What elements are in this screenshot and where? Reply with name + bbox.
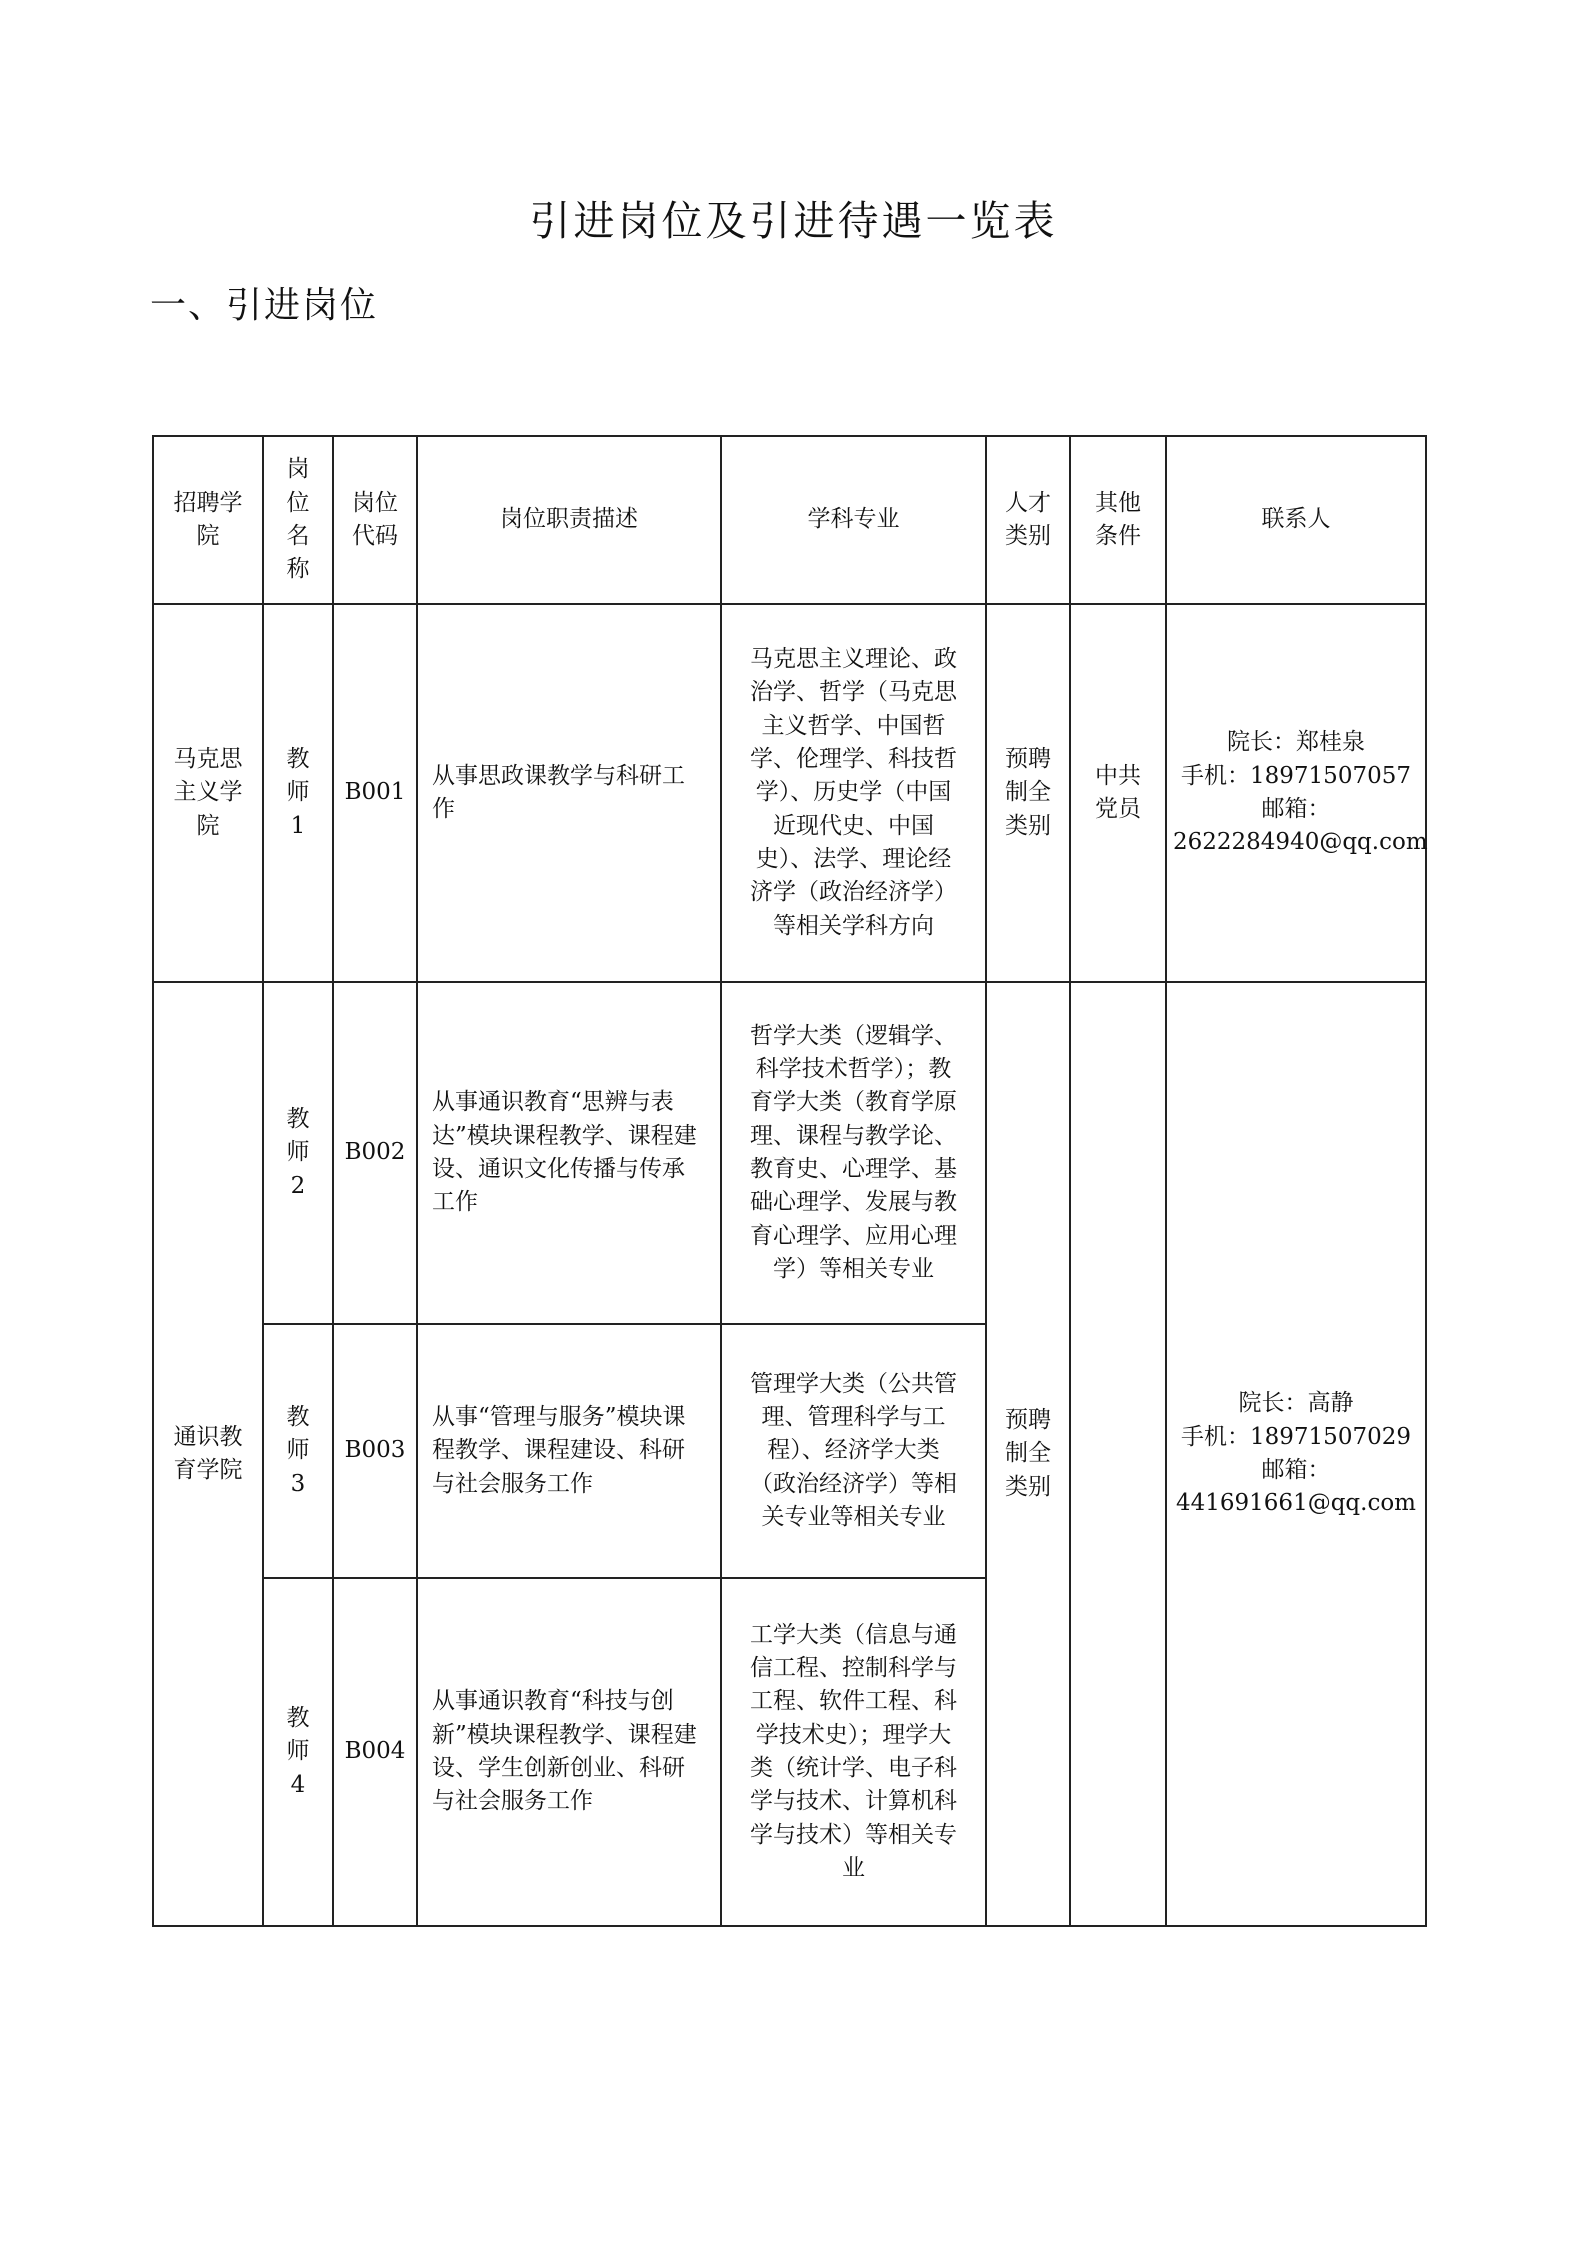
cell-talent: 预聘 制全 类别 (986, 604, 1070, 982)
cell-post-code: B002 (333, 982, 417, 1324)
cell-major: 工学大类（信息与通信工程、控制科学与工程、软件工程、科学技术史）；理学大类（统计学、电子科学与技术、计算机科学与技术）等相关专业 (721, 1578, 986, 1926)
cell-contact: 院长：郑桂泉 手机：18971507057 邮箱： 2622284940@qq.com (1166, 604, 1426, 982)
cell-other: 中共 党员 (1070, 604, 1166, 982)
recruitment-table (152, 435, 1427, 1927)
header-row (153, 436, 1426, 604)
table-row (153, 982, 1426, 1324)
cell-college: 马克思 主义学 院 (153, 604, 263, 982)
header-other: 其他 条件 (1070, 436, 1166, 604)
cell-post-code: B001 (333, 604, 417, 982)
cell-post-name: 教 师 4 (263, 1578, 333, 1926)
cell-talent: 预聘 制全 类别 (986, 982, 1070, 1926)
cell-post-code: B004 (333, 1578, 417, 1926)
cell-duty: 从事通识教育“科技与创新”模块课程教学、课程建设、学生创新创业、科研与社会服务工作 (417, 1578, 721, 1926)
cell-post-name: 教 师 1 (263, 604, 333, 982)
header-talent: 人才 类别 (986, 436, 1070, 604)
cell-duty: 从事思政课教学与科研工作 (417, 604, 721, 982)
cell-duty: 从事“管理与服务”模块课程教学、课程建设、科研与社会服务工作 (417, 1324, 721, 1578)
table-row (153, 604, 1426, 982)
header-duty: 岗位职责描述 (417, 436, 721, 604)
header-major: 学科专业 (721, 436, 986, 604)
cell-major: 马克思主义理论、政治学、哲学（马克思主义哲学、中国哲学、伦理学、科技哲学）、历史学（中国近现代史、中国史）、法学、理论经济学（政治经济学）等相关学科方向 (721, 604, 986, 982)
cell-college: 通识教 育学院 (153, 982, 263, 1926)
section-heading: 一、引进岗位 (150, 285, 379, 326)
cell-duty: 从事通识教育“思辨与表达”模块课程教学、课程建设、通识文化传播与传承工作 (417, 982, 721, 1324)
cell-major: 哲学大类（逻辑学、科学技术哲学）；教育学大类（教育学原理、课程与教学论、教育史、心理学、基础心理学、发展与教育心理学、应用心理学）等相关专业 (721, 982, 986, 1324)
cell-major: 管理学大类（公共管理、管理科学与工程）、经济学大类（政治经济学）等相关专业等相关专业 (721, 1324, 986, 1578)
page-title: 引进岗位及引进待遇一览表 (529, 197, 1058, 245)
cell-post-name: 教 师 2 (263, 982, 333, 1324)
cell-post-code: B003 (333, 1324, 417, 1578)
cell-contact: 院长：高静 手机：18971507029 邮箱： 441691661@qq.com (1166, 982, 1426, 1926)
header-contact: 联系人 (1166, 436, 1426, 604)
header-college: 招聘学 院 (153, 436, 263, 604)
cell-post-name: 教 师 3 (263, 1324, 333, 1578)
header-post-code: 岗位 代码 (333, 436, 417, 604)
cell-other (1070, 982, 1166, 1926)
header-post-name: 岗 位 名 称 (263, 436, 333, 604)
